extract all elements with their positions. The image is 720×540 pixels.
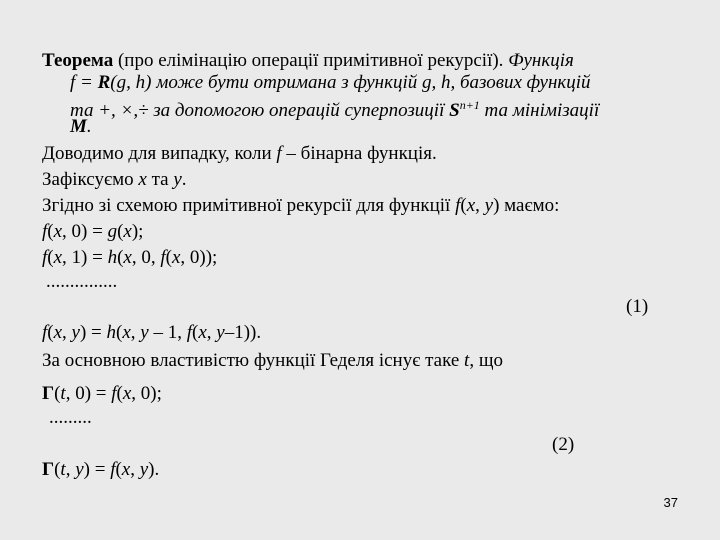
text: ( xyxy=(47,322,54,343)
text: y xyxy=(140,322,149,343)
text: , 0) = xyxy=(65,383,112,404)
proof-line-1 xyxy=(42,143,437,165)
text: ) маємо: xyxy=(493,195,560,216)
text: – бінарна функція. xyxy=(281,143,437,164)
text: f xyxy=(111,383,117,404)
text: , xyxy=(431,72,441,93)
ellipsis-1: ............... xyxy=(46,271,118,292)
text: y xyxy=(216,322,225,343)
formula-gamma-t-y xyxy=(42,459,159,481)
theorem-title: Теорема xyxy=(42,50,114,71)
proof-line-godel xyxy=(42,350,503,372)
text: ) може бути отримана з функцій xyxy=(145,72,422,93)
text: x xyxy=(123,247,132,268)
text: , 0, xyxy=(131,247,161,268)
text: , xyxy=(62,322,72,343)
text: x xyxy=(53,322,63,343)
text: x xyxy=(53,247,63,268)
text: ); xyxy=(131,221,144,242)
text: ( xyxy=(54,459,61,480)
text: , xyxy=(65,459,76,480)
text: , xyxy=(206,322,217,343)
text: f xyxy=(42,322,48,343)
text: y xyxy=(71,322,80,343)
text: f xyxy=(160,247,166,268)
text: ( xyxy=(47,221,54,242)
text: t xyxy=(464,350,470,371)
theorem-line-4 xyxy=(70,116,92,138)
text: ( xyxy=(116,383,123,404)
text: x xyxy=(122,322,131,343)
text: g xyxy=(422,72,432,93)
theorem-text: Функція xyxy=(508,50,574,71)
text: ( xyxy=(192,322,199,343)
gamma-symbol: Γ xyxy=(42,383,55,404)
text: . xyxy=(86,116,92,137)
theorem-line-1 xyxy=(42,50,574,72)
text: f xyxy=(42,247,48,268)
text: ( xyxy=(116,322,123,343)
text: , xyxy=(475,195,485,216)
text: x xyxy=(122,383,132,404)
formula-gamma-t-0 xyxy=(42,383,162,405)
text: ) = xyxy=(79,322,107,343)
text: x xyxy=(171,247,181,268)
theorem-line-3 xyxy=(70,94,599,122)
formula-f-x-0 xyxy=(42,221,143,243)
text: x xyxy=(121,459,131,480)
text: ( xyxy=(54,383,61,404)
text: ( xyxy=(165,247,172,268)
text: t xyxy=(60,383,66,404)
proof-line-3 xyxy=(42,195,559,217)
text: y xyxy=(139,459,149,480)
text: , xyxy=(130,459,140,480)
text: h xyxy=(107,247,118,268)
text: x xyxy=(466,195,476,216)
theorem-title-rest: (про елімінацію операції примітивної рекурсії). xyxy=(113,50,509,71)
text: Зафіксуємо xyxy=(42,169,139,190)
theorem-line-2 xyxy=(70,72,591,94)
page-number: 37 xyxy=(663,495,678,510)
text: , базових функцій xyxy=(450,72,591,93)
equation-number-2: (2) xyxy=(552,434,575,455)
text: f xyxy=(186,322,193,343)
text: x xyxy=(53,221,63,242)
text: h xyxy=(135,72,146,93)
text: – 1, xyxy=(148,322,187,343)
text: , 0) = xyxy=(62,221,108,242)
ellipsis-2: ......... xyxy=(49,407,92,428)
text: x xyxy=(198,322,207,343)
text: f xyxy=(42,221,48,242)
text: x xyxy=(123,221,132,242)
text: , 0); xyxy=(131,383,162,404)
text: f xyxy=(70,72,76,93)
text: x xyxy=(138,169,147,190)
text: , 1) = xyxy=(62,247,108,268)
text: h xyxy=(441,72,451,93)
text: g xyxy=(116,72,127,93)
text: ( xyxy=(460,195,467,216)
text: , 0)); xyxy=(180,247,218,268)
text: ( xyxy=(117,247,124,268)
text: . xyxy=(181,169,187,190)
text: , xyxy=(130,322,141,343)
text: та xyxy=(146,169,174,190)
gamma-symbol: Γ xyxy=(42,459,55,480)
text: та мінімізації xyxy=(479,100,600,121)
operator-M: M xyxy=(70,116,87,137)
text: Доводимо для випадку, коли xyxy=(42,143,277,164)
text: f xyxy=(110,459,116,480)
text: та +, ×,÷ за допомогою операцій суперпозиції xyxy=(70,100,450,121)
text: y xyxy=(173,169,182,190)
formula-f-x-1 xyxy=(42,247,217,269)
text: Згідно зі схемою примітивної рекурсії для функції xyxy=(42,195,456,216)
text: ( xyxy=(47,247,54,268)
operator-R: R xyxy=(97,72,111,93)
text: y xyxy=(75,459,84,480)
proof-line-2 xyxy=(42,169,187,191)
text: f xyxy=(276,143,282,164)
text: ( xyxy=(110,72,117,93)
superscript: n+1 xyxy=(459,98,480,112)
text: y xyxy=(484,195,494,216)
text: ). xyxy=(148,459,160,480)
text: g xyxy=(107,221,118,242)
text: ( xyxy=(115,459,122,480)
text: = xyxy=(75,72,98,93)
text: , що xyxy=(469,350,503,371)
text: , xyxy=(126,72,136,93)
text: За основною властивістю функції Геделя існує таке xyxy=(42,350,465,371)
operator-S: S xyxy=(449,100,460,121)
text: ) = xyxy=(83,459,111,480)
formula-f-x-y xyxy=(42,322,261,344)
text: t xyxy=(60,459,66,480)
text: ( xyxy=(117,221,124,242)
text: h xyxy=(106,322,117,343)
equation-number-1: (1) xyxy=(626,296,649,317)
text: f xyxy=(455,195,461,216)
text: –1)). xyxy=(224,322,262,343)
